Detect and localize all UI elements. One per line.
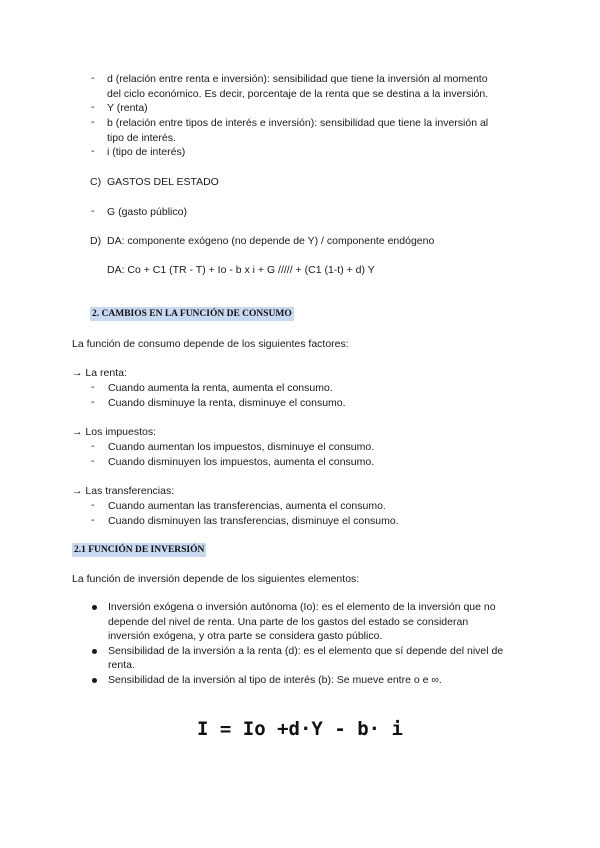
section-c-item: G (gasto público) <box>107 206 187 218</box>
factor-item: Cuando disminuyen los impuestos, aumenta el consumo. <box>108 456 375 468</box>
list-dash: - <box>91 514 95 526</box>
factor-item: Cuando disminuye la renta, disminuye el consumo. <box>108 397 346 409</box>
factor-title-transferencias: → Las transferencias: <box>72 485 175 497</box>
factor-title-impuestos: → Los impuestos: <box>72 426 157 438</box>
section-heading-inversion: 2.1 FUNCIÓN DE INVERSIÓN <box>74 545 205 555</box>
factor-item: Cuando aumenta la renta, aumenta el consumo. <box>108 382 333 394</box>
list-dash: - <box>91 145 95 157</box>
list-dash: - <box>91 440 95 452</box>
list-item-y: Y (renta) <box>107 102 148 114</box>
consumo-intro: La función de consumo depende de los siguientes factores: <box>72 338 349 350</box>
list-dash: - <box>91 116 95 128</box>
bullet-dot <box>92 649 97 654</box>
list-dash: - <box>91 72 95 84</box>
list-item-i: i (tipo de interés) <box>107 146 186 158</box>
inversion-intro: La función de inversión depende de los siguientes elementos: <box>72 573 360 585</box>
factor-item: Cuando aumentan los impuestos, disminuye el consumo. <box>108 441 375 453</box>
bullet-text: Sensibilidad de la inversión a la renta (d): es el elemento que sí depende del nivel de <box>108 645 504 657</box>
list-dash: - <box>91 455 95 467</box>
list-dash: - <box>91 381 95 393</box>
bullet-dot <box>92 678 97 683</box>
list-item-d-line1: d (relación entre renta e inversión): sensibilidad que tiene la inversión al momento <box>107 73 488 85</box>
factor-title-renta: → La renta: <box>72 367 127 379</box>
investment-formula: I = Io +d·Y - b· i <box>197 718 403 740</box>
bullet-text: inversión exógena, y otra parte se considera gasto público. <box>108 630 383 642</box>
list-dash: - <box>91 101 95 113</box>
section-heading-cambios: 2. CAMBIOS EN LA FUNCIÓN DE CONSUMO <box>92 309 292 319</box>
bullet-dot <box>92 605 97 610</box>
section-c-label: C) <box>90 176 102 188</box>
bullet-text: Inversión exógena o inversión autónoma (Io): es el elemento de la inversión que no <box>108 601 496 613</box>
section-d-title: DA: componente exógeno (no depende de Y) / componente endógeno <box>107 235 435 247</box>
section-d-label: D) <box>90 235 102 247</box>
bullet-text: depende del nivel de renta. Una parte de los gastos del estado se consideran <box>108 616 469 628</box>
factor-item: Cuando aumentan las transferencias, aumenta el consumo. <box>108 500 386 512</box>
list-dash: - <box>91 396 95 408</box>
bullet-text: renta. <box>108 659 135 671</box>
section-d-formula: DA: Co + C1 (TR - T) + Io - b x i + G ///// + (C1 (1-t) + d) Y <box>107 264 375 276</box>
section-c-title: GASTOS DEL ESTADO <box>107 176 219 188</box>
list-item-d-line2: del ciclo económico. Es decir, porcentaje de la renta que se destina a la inversión. <box>107 88 489 100</box>
list-item-b-line1: b (relación entre tipos de interés e inversión): sensibilidad que tiene la inversión al <box>107 117 489 129</box>
factor-item: Cuando disminuyen las transferencias, disminuye el consumo. <box>108 515 399 527</box>
bullet-text: Sensibilidad de la inversión al tipo de interés (b): Se mueve entre o e ∞. <box>108 674 442 686</box>
list-dash: - <box>91 499 95 511</box>
list-dash: - <box>91 205 95 217</box>
list-item-b-line2: tipo de interés. <box>107 132 176 144</box>
